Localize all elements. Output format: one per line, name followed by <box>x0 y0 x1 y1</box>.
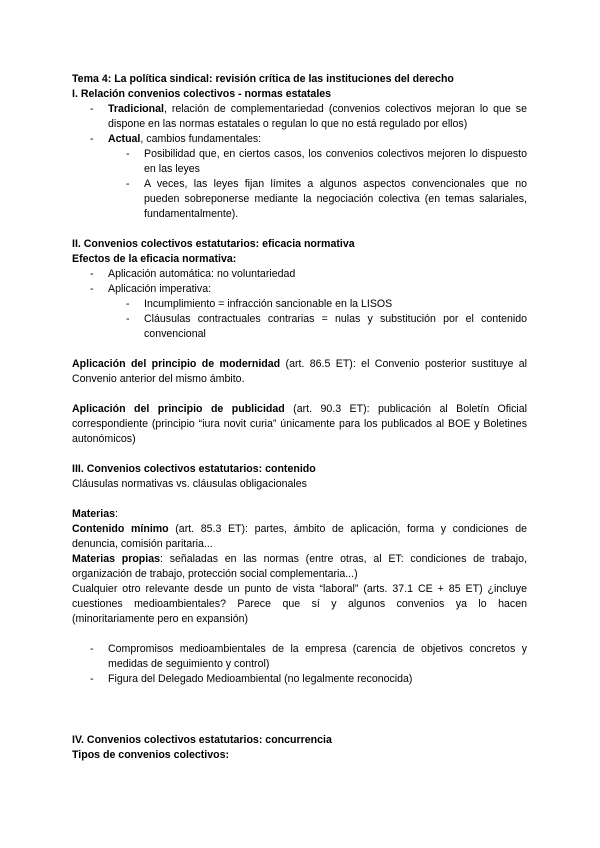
own-matters-paragraph: Materias propias: señaladas en las normas (entre otras, al ET: condiciones de trabajo, organización de trabajo, protección social complementaria...) <box>72 553 527 580</box>
list-item: - Actual, cambios fundamentales: - Posibilidad que, en ciertos casos, los convenios colectivos mejoren lo dispuesto en las leyes - A veces, las leyes fijan límites a algunos aspectos convencionales que no pueden sobreponerse mediante la negociación colectiva (en temas salariales, fundamentalmente). <box>72 132 527 222</box>
minimum-content-paragraph: Contenido mínimo (art. 85.3 ET): partes, ámbito de aplicación, forma y condiciones de denuncia, comisión paritaria... <box>72 523 528 550</box>
sub-list-item: - Incumplimiento = infracción sancionable en la LISOS <box>108 297 527 312</box>
section-2-heading: II. Convenios colectivos estatutarios: eficacia normativa <box>72 238 355 250</box>
effects-heading: Efectos de la eficacia normativa: <box>72 253 237 265</box>
sub-list-item: - A veces, las leyes fijan límites a algunos aspectos convencionales que no pueden sobreponerse mediante la negociación colectiva (en temas salariales, fundamentalmente). <box>108 177 527 222</box>
agreement-types-heading: Tipos de convenios colectivos: <box>72 749 229 761</box>
section-1-list <box>72 102 527 222</box>
materias-label: Materias: <box>72 508 118 520</box>
other-relevant-paragraph: Cualquier otro relevante desde un punto de vista “laboral” (arts. 37.1 CE + 85 ET) ¿incluye cuestiones medioambientales? Parece que sí y algunos convenios ya lo hacen (minoritariamente pero en expansión) <box>72 583 527 625</box>
sub-list <box>108 147 527 222</box>
list-item: - Figura del Delegado Medioambiental (no legalmente reconocida) <box>72 672 527 687</box>
list-item: - Tradicional, relación de complementariedad (convenios colectivos mejoran lo que se dispone en las normas estatales o regulan lo que no está regulado por ellos) <box>72 102 527 132</box>
sub-list-item: - Posibilidad que, en ciertos casos, los convenios colectivos mejoren lo dispuesto en las leyes <box>108 147 527 177</box>
modernity-paragraph: Aplicación del principio de modernidad (art. 86.5 ET): el Convenio posterior sustituye al Convenio anterior del mismo ámbito. <box>72 358 527 385</box>
document-page <box>72 72 527 763</box>
section-3-heading: III. Convenios colectivos estatutarios: contenido <box>72 463 316 475</box>
section-1-heading: I. Relación convenios colectivos - normas estatales <box>72 88 332 100</box>
page-title: Tema 4: La política sindical: revisión crítica de las instituciones del derecho <box>72 73 454 85</box>
list-item: - Aplicación automática: no voluntariedad <box>72 267 527 282</box>
sub-list <box>108 297 527 342</box>
section-3-list <box>72 642 527 687</box>
clauses-line: Cláusulas normativas vs. cláusulas obligacionales <box>72 478 307 490</box>
publicity-paragraph: Aplicación del principio de publicidad (art. 90.3 ET): publicación al Boletín Oficial correspondiente (principio “iura novit curia” únicamente para los publicados al BOE y Boletines autonómicos) <box>72 403 527 445</box>
section-2-list <box>72 267 527 342</box>
list-item: - Aplicación imperativa: - Incumplimiento = infracción sancionable en la LISOS - Cláusulas contractuales contrarias = nulas y substitución por el contenido convencional <box>72 282 527 342</box>
sub-list-item: - Cláusulas contractuales contrarias = nulas y substitución por el contenido convencional <box>108 312 527 342</box>
section-4-heading: IV. Convenios colectivos estatutarios: concurrencia <box>72 734 332 746</box>
list-item: - Compromisos medioambientales de la empresa (carencia de objetivos concretos y medidas de seguimiento y control) <box>72 642 527 672</box>
